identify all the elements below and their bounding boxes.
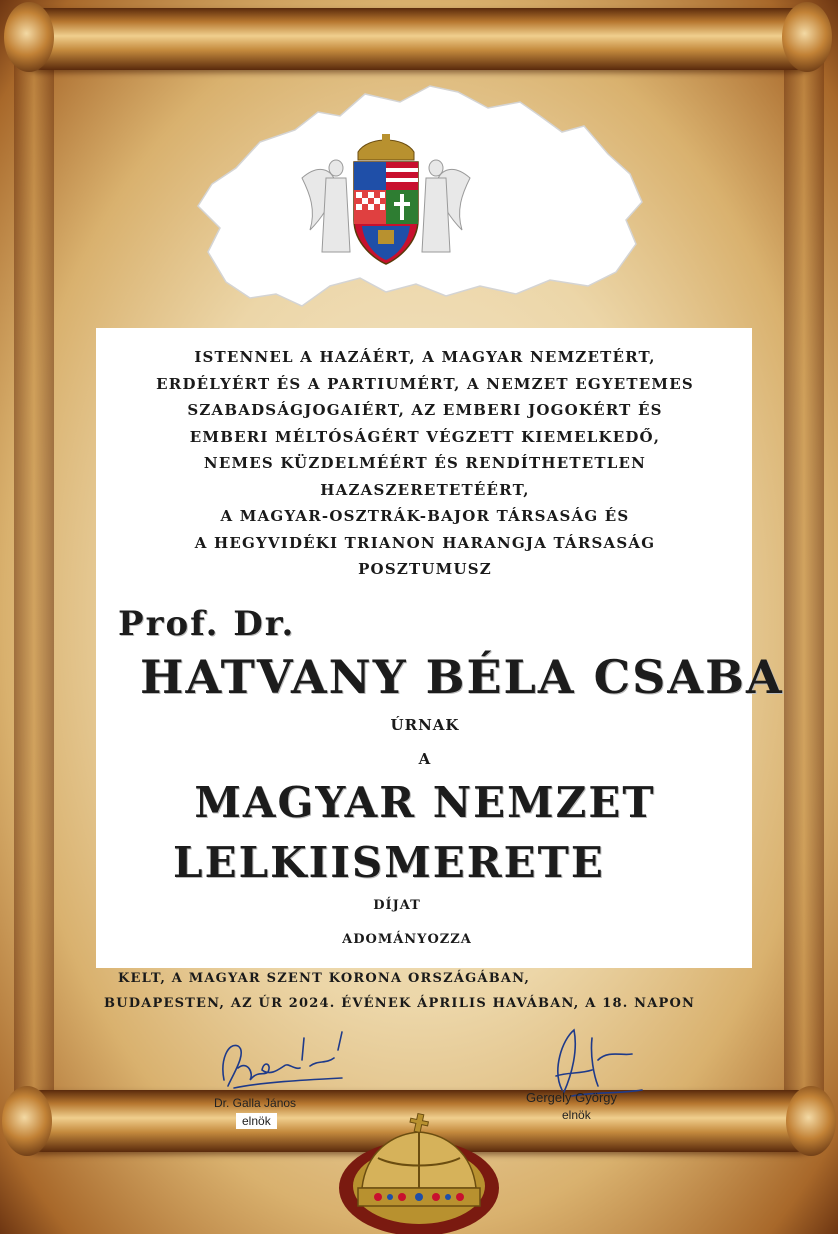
dedication-line: HAZASZERETETÉÉRT, [320, 480, 530, 499]
signature-role-galla: elnök [236, 1113, 277, 1129]
signature-galla [214, 1030, 354, 1094]
dedication-line: A HEGYVIDÉKI TRIANON HARANGJA TÁRSASÁG [194, 533, 656, 552]
recipient-name: HATVANY BÉLA CSABA [140, 650, 784, 704]
signature-role-gergely: elnök [562, 1108, 591, 1122]
dedication-line: POSZTUMUSZ [358, 560, 492, 578]
scroll-side-left [14, 60, 54, 1100]
award-word: DÍJAT [373, 898, 421, 913]
award-title-line2: LELKIISMERETE [173, 838, 605, 887]
dedication-line: A MAGYAR-OSZTRÁK-BAJOR TÁRSASÁG ÉS [220, 507, 630, 525]
date-place-text [104, 966, 695, 1016]
dedication-line: SZABADSÁGJOGAIÉRT, AZ EMBERI JOGOKÉRT ÉS [187, 401, 663, 419]
date-line: KELT, A MAGYAR SZENT KORONA ORSZÁGÁBAN, [118, 971, 531, 986]
dedication-line: ISTENNEL A HAZÁÉRT, A MAGYAR NEMZETÉRT, [194, 348, 656, 366]
signature-gergely [532, 1020, 652, 1100]
dedication-line: NEMES KÜZDELMÉÉRT ÉS RENDÍTHETETLEN [203, 454, 647, 472]
connector-a: A [418, 750, 432, 768]
scroll-end-top-right [782, 2, 832, 72]
award-verb: ADOMÁNYOZZA [342, 932, 472, 947]
holy-crown-icon [338, 1108, 500, 1234]
connector-urnak: ÚRNAK [390, 716, 460, 734]
signature-name-gergely: Gergely György [526, 1090, 618, 1105]
scroll-side-right [784, 60, 824, 1100]
scroll-end-bottom-right [786, 1086, 836, 1156]
dedication-text [100, 344, 750, 583]
scroll-roll-top [12, 8, 826, 70]
signature-name-galla: Dr. Galla János [214, 1096, 297, 1110]
coat-of-arms-icon [296, 134, 476, 266]
scroll-end-bottom-left [2, 1086, 52, 1156]
dedication-line: ERDÉLYÉRT ÉS A PARTIUMÉRT, A NEMZET EGYETEMES [156, 374, 694, 393]
recipient-title: Prof. Dr. [118, 604, 296, 644]
award-title-line1: MAGYAR NEMZET [194, 778, 656, 827]
scroll-end-top-left [4, 2, 54, 72]
date-line: BUDAPESTEN, AZ ÚR 2024. ÉVÉNEK ÁPRILIS HAVÁBAN, A 18. NAPON [104, 996, 696, 1011]
dedication-line: EMBERI MÉLTÓSÁGÉRT VÉGZETT KIEMELKEDŐ, [189, 427, 661, 446]
